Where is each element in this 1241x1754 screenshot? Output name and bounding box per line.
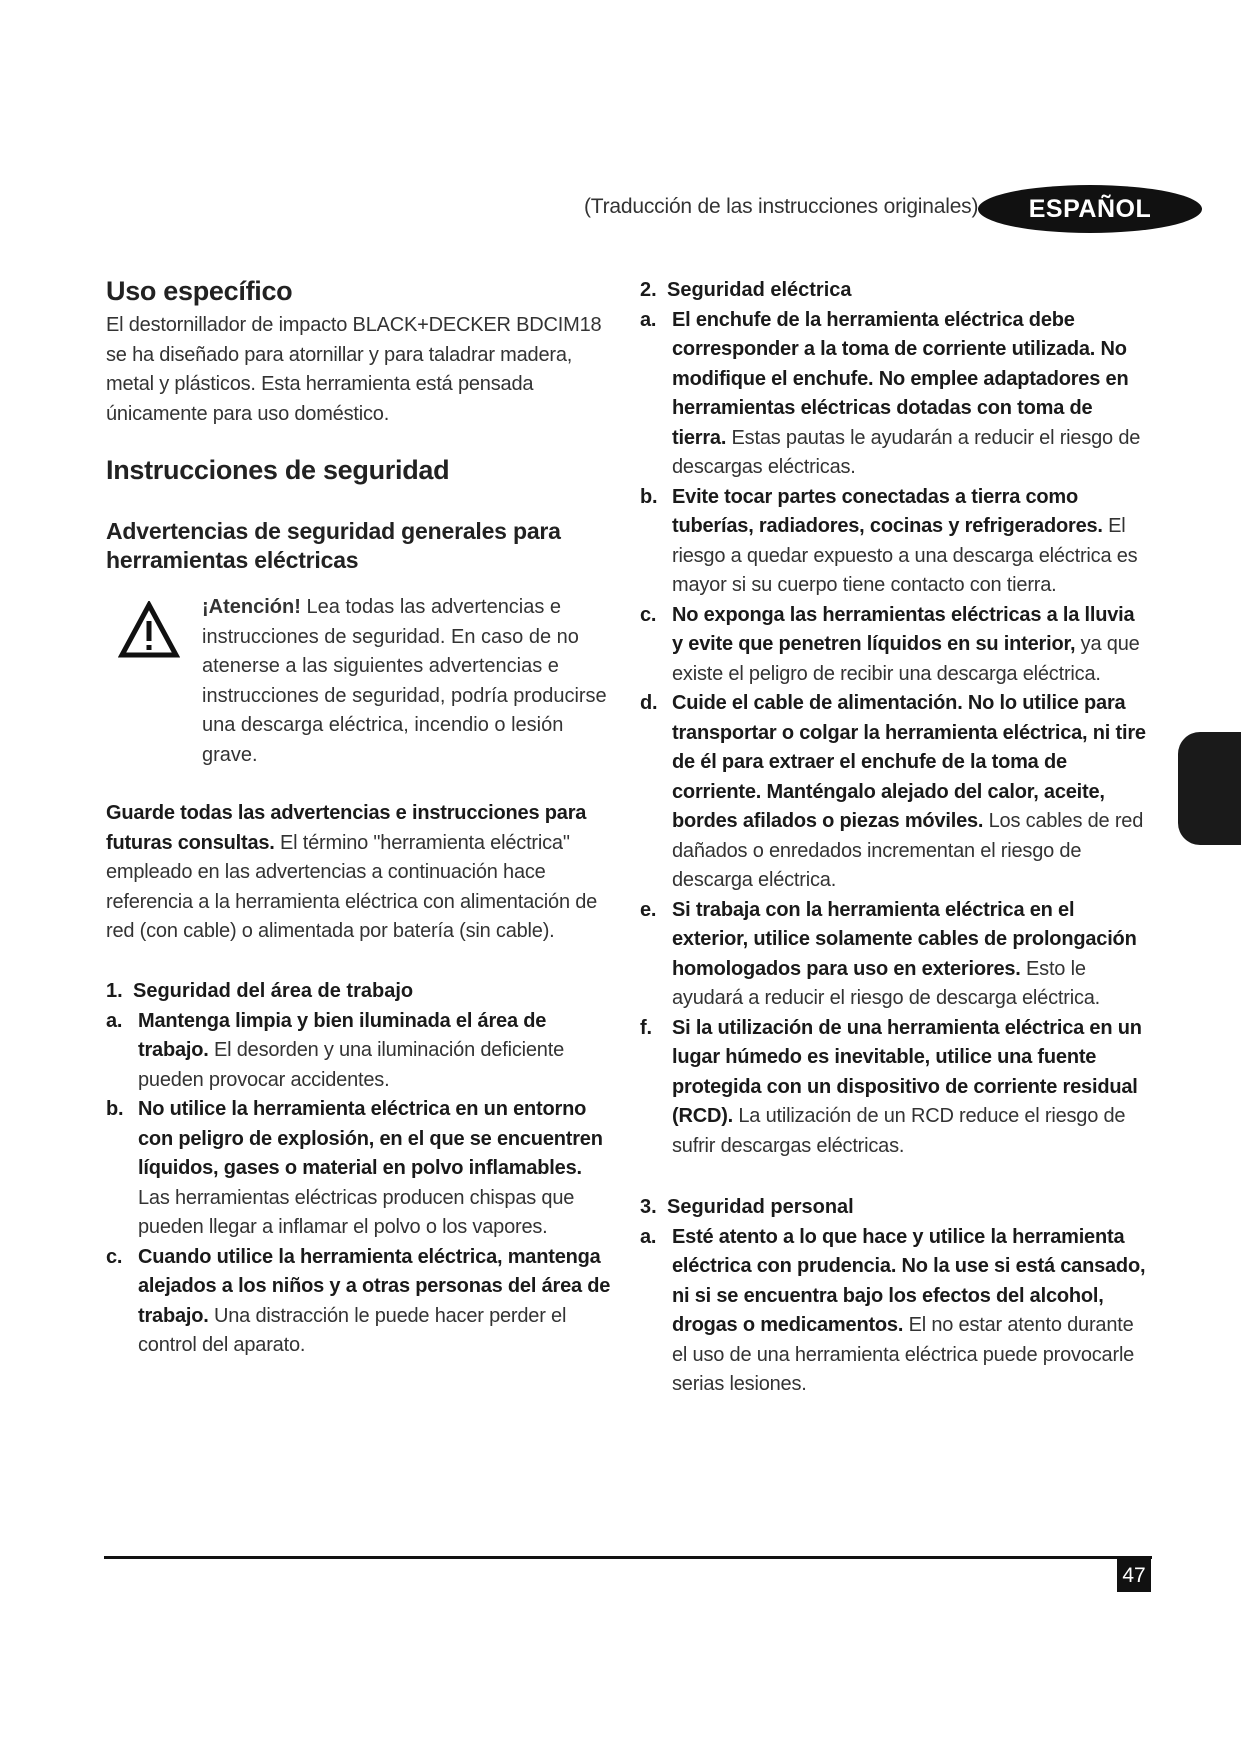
item-bold: No utilice la herramienta eléctrica en un entorno con peligro de explosión, en el que se encuentren líquidos, gases o material en polvo inflamables. — [138, 1098, 603, 1179]
item-bold: Evite tocar partes conectadas a tierra como tuberías, radiadores, cocinas y refrigeradores. — [672, 485, 1103, 537]
item-bold: Esté atento a lo que hace y utilice la herramienta eléctrica con prudencia. No la use si está cansado, ni si se encuentra bajo los efectos del alcohol, drogas o medicamentos. — [672, 1225, 1146, 1336]
item-bold: Cuide el cable de alimentación. No lo utilice para transportar o colgar la herramienta eléctrica, ni tire de él para extraer el enchufe de la toma de corriente. Manténgalo alejado del calor, aceite, bordes afilados o piezas móviles. — [672, 692, 1146, 832]
item-text: El no estar atento durante el uso de una herramienta eléctrica puede provocarle serias lesiones. — [672, 1314, 1135, 1395]
intended-use-text: El destornillador de impacto BLACK+DECKER BDCIM18 se ha diseñado para atornillar y para taladrar madera, metal y plásticos. Esta herramienta está pensada únicamente para uso doméstico. — [106, 314, 602, 425]
attention-body: Lea todas las advertencias e instrucciones de seguridad. En caso de no atenerse a las siguientes advertencias e instrucciones de seguridad, podría producirse una descarga eléctrica, incendio o lesión grave. — [202, 596, 607, 766]
list-item — [640, 689, 1150, 896]
general-warnings-title: Advertencias de seguridad generales para herramientas eléctricas — [106, 518, 561, 573]
attention-text — [202, 593, 622, 770]
personal-title — [640, 1193, 1150, 1223]
item-marker: d. — [640, 692, 658, 714]
keep-instructions-text — [106, 799, 616, 947]
section-number: 3. — [640, 1196, 657, 1218]
item-bold: Si trabaja con la herramienta eléctrica en el exterior, utilice solamente cables de prolongación homologados para uso en exteriores. — [672, 898, 1137, 980]
item-marker: e. — [640, 898, 657, 921]
list-item — [106, 1007, 616, 1096]
personal-section — [640, 1193, 1150, 1400]
item-bold: El enchufe de la herramienta eléctrica debe corresponder a la toma de corriente utilizada. No modifique el enchufe. No emplee adaptadores en herramientas eléctricas dotadas con toma de tierra. — [672, 308, 1129, 449]
list-item — [106, 1095, 616, 1243]
warning-triangle-icon — [118, 601, 180, 659]
item-text: Estas pautas le ayudarán a reducir el riesgo de descargas eléctricas. — [672, 426, 1141, 478]
list-item — [640, 1223, 1150, 1400]
item-marker: a. — [106, 1009, 123, 1032]
work-area-title — [106, 977, 616, 1007]
section-title-text: Seguridad eléctrica — [667, 279, 852, 301]
section-title-text: Seguridad del área de trabajo — [133, 980, 414, 1002]
electrical-section — [640, 276, 1150, 1161]
item-marker: c. — [106, 1245, 123, 1268]
item-bold: Mantenga limpia y bien iluminada el área de trabajo. — [138, 1009, 547, 1061]
list-item — [106, 1243, 616, 1361]
item-marker: f. — [640, 1016, 652, 1039]
list-item — [640, 483, 1150, 601]
item-text: Esto le ayudará a reducir el riesgo de descarga eléctrica. — [672, 957, 1101, 1009]
item-marker: b. — [640, 485, 658, 508]
keep-instructions-body: El término "herramienta eléctrica" empleado en las advertencias a continuación hace referencia a la herramienta eléctrica con alimentación de red (con cable) o alimentada por batería (sin cable). — [106, 831, 598, 942]
item-text: ya que existe el peligro de recibir una descarga eléctrica. — [672, 633, 1140, 685]
item-bold: Cuando utilice la herramienta eléctrica, mantenga alejados a los niños y a otras personas del área de trabajo. — [138, 1245, 611, 1327]
intended-use-title: Uso específico — [106, 276, 293, 306]
keep-instructions-bold: Guarde todas las advertencias e instrucciones para futuras consultas. — [106, 802, 587, 854]
attention-label: ¡Atención! — [202, 596, 301, 618]
language-badge: ESPAÑOL — [978, 185, 1202, 233]
translation-note: (Traducción de las instrucciones originales) — [584, 195, 979, 218]
electrical-list — [640, 306, 1150, 1162]
footer-rule — [104, 1556, 1152, 1559]
list-item — [640, 896, 1150, 1014]
section-title-text: Seguridad personal — [667, 1196, 854, 1218]
work-area-list — [106, 1007, 616, 1361]
list-item — [640, 601, 1150, 690]
item-text: Los cables de red dañados o enredados incrementan el riesgo de descarga eléctrica. — [672, 810, 1144, 891]
item-text: El desorden y una iluminación deficiente pueden provocar accidentes. — [138, 1039, 564, 1091]
item-text: El riesgo a quedar expuesto a una descarga eléctrica es mayor si su cuerpo tiene contacto con tierra. — [672, 515, 1138, 596]
item-text: Las herramientas eléctricas producen chispas que pueden llegar a inflamar el polvo o los vapores. — [138, 1186, 575, 1238]
item-marker: b. — [106, 1098, 124, 1120]
section-number: 1. — [106, 980, 123, 1002]
electrical-title — [640, 276, 1150, 306]
page-number: 47 — [1117, 1559, 1151, 1592]
item-bold: No exponga las herramientas eléctricas a la lluvia y evite que penetren líquidos en su interior, — [672, 603, 1135, 655]
item-marker: a. — [640, 308, 657, 331]
personal-list — [640, 1223, 1150, 1400]
section-side-tab — [1178, 732, 1241, 845]
item-text: Una distracción le puede hacer perder el control del aparato. — [138, 1304, 567, 1356]
section-number: 2. — [640, 279, 657, 301]
item-bold: Si la utilización de una herramienta eléctrica en un lugar húmedo es inevitable, utilice una fuente protegida con un dispositivo de corriente residual (RCD). — [672, 1016, 1142, 1127]
item-marker: a. — [640, 1225, 657, 1248]
item-text: La utilización de un RCD reduce el riesgo de sufrir descargas eléctricas. — [672, 1105, 1126, 1157]
list-item — [640, 1014, 1150, 1162]
item-marker: c. — [640, 603, 657, 626]
safety-title: Instrucciones de seguridad — [106, 455, 450, 485]
work-area-section — [106, 977, 616, 1361]
list-item — [640, 306, 1150, 483]
